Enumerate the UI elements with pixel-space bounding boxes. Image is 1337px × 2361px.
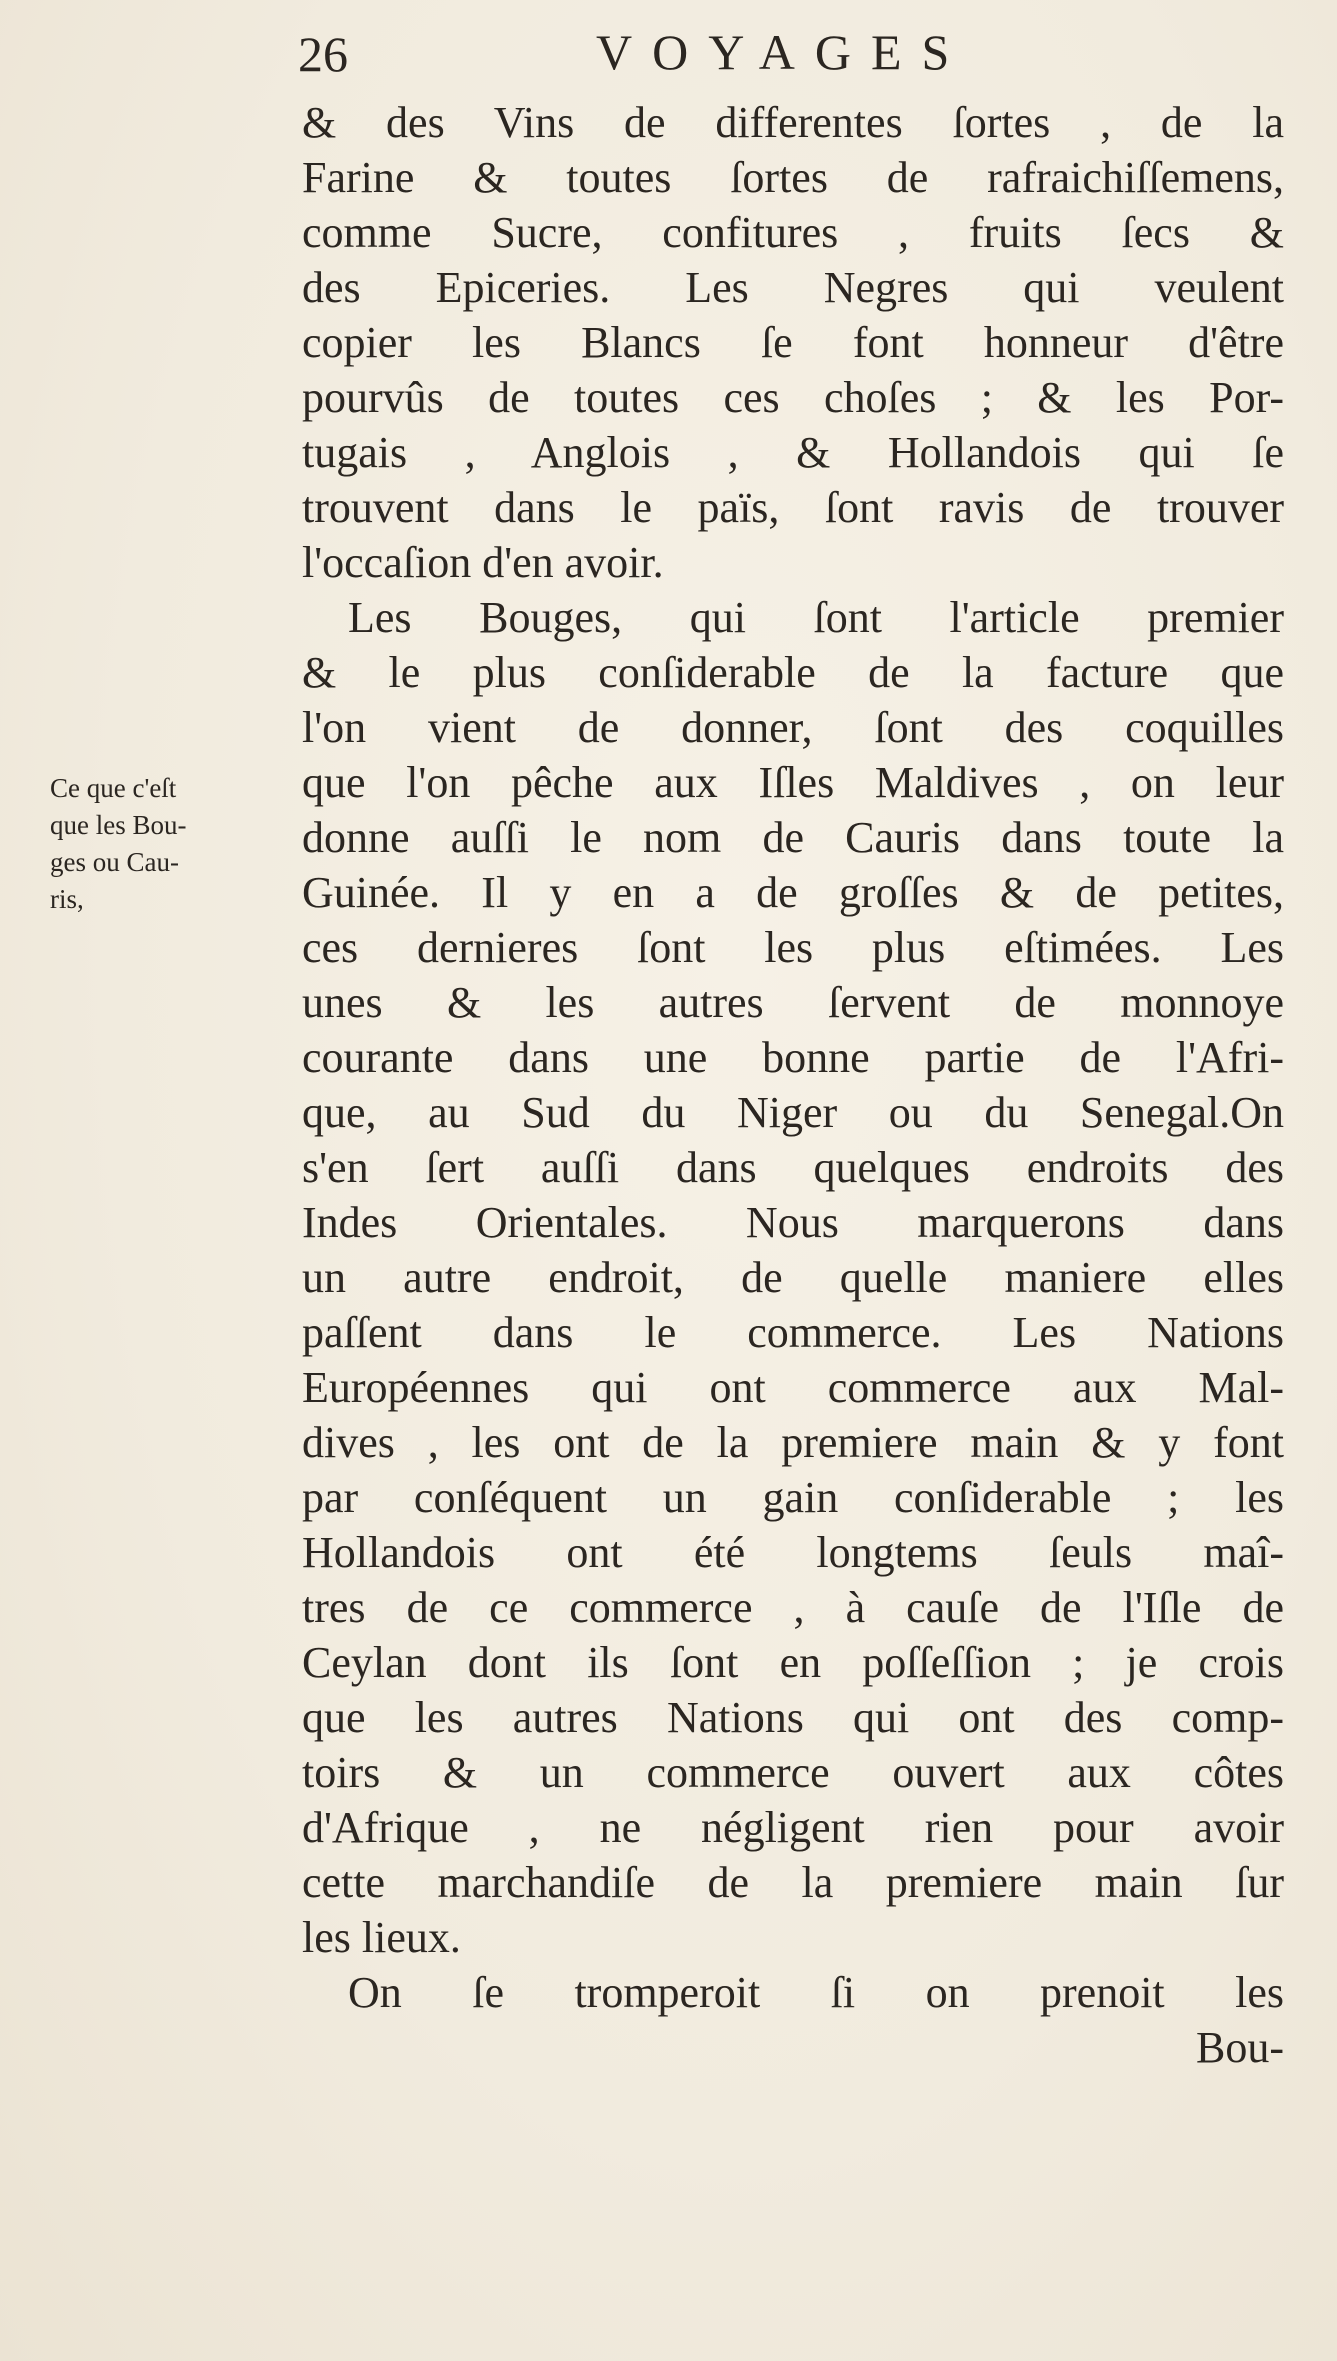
text-line: toirs & un commerce ouvert aux côtes: [302, 1748, 1284, 1797]
text-line: l'occaſion d'en avoir.: [302, 538, 664, 587]
text-line: trouvent dans le païs, ſont ravis de trouver: [302, 483, 1284, 532]
text-line: & des Vins de differentes ſortes , de la: [302, 98, 1284, 147]
text-line: Hollandois ont été longtems ſeuls maî-: [302, 1528, 1284, 1577]
text-line: Ceylan dont ils ſont en poſſeſſion ; je crois: [302, 1638, 1284, 1687]
text-line: cette marchandiſe de la premiere main ſur: [302, 1858, 1284, 1907]
text-line: que les autres Nations qui ont des comp-: [302, 1693, 1284, 1742]
text-line: tres de ce commerce , à cauſe de l'Iſle de: [302, 1583, 1284, 1632]
marginal-note-line: que les Bou-: [50, 810, 187, 840]
marginal-note-line: ges ou Cau-: [50, 847, 179, 877]
text-line: s'en ſert auſſi dans quelques endroits des: [302, 1143, 1284, 1192]
text-line: que, au Sud du Niger ou du Senegal.On: [302, 1088, 1284, 1137]
text-line: Les Bouges, qui ſont l'article premier: [348, 593, 1284, 642]
text-line: pourvûs de toutes ces choſes ; & les Por-: [302, 373, 1284, 422]
text-line: comme Sucre, confitures , fruits ſecs &: [302, 208, 1284, 257]
marginal-note-line: ris,: [50, 884, 84, 914]
text-line: par conſéquent un gain conſiderable ; les: [302, 1473, 1284, 1522]
catchword: Bou-: [1196, 2023, 1284, 2072]
text-line: Européennes qui ont commerce aux Mal-: [302, 1363, 1284, 1412]
text-line: que l'on pêche aux Iſles Maldives , on leur: [302, 758, 1284, 807]
marginal-note-line: Ce que c'eſt: [50, 773, 177, 803]
text-line: tugais , Anglois , & Hollandois qui ſe: [302, 428, 1284, 477]
text-line: dives , les ont de la premiere main & y font: [302, 1418, 1284, 1467]
body-text: [302, 95, 1284, 2075]
text-line: un autre endroit, de quelle maniere elles: [302, 1253, 1284, 1302]
text-line: Farine & toutes ſortes de rafraichiſſemens,: [302, 153, 1284, 202]
marginal-note: [50, 770, 290, 918]
text-line: d'Afrique , ne négligent rien pour avoir: [302, 1803, 1284, 1852]
text-line: Guinée. Il y en a de groſſes & de petites,: [302, 868, 1284, 917]
text-line: On ſe tromperoit ſi on prenoit les: [348, 1968, 1284, 2017]
running-title: VOYAGES: [596, 24, 970, 80]
text-line: Indes Orientales. Nous marquerons dans: [302, 1198, 1284, 1247]
text-line: & le plus conſiderable de la facture que: [302, 648, 1284, 697]
text-line: copier les Blancs ſe font honneur d'être: [302, 318, 1284, 367]
text-line: courante dans une bonne partie de l'Afri-: [302, 1033, 1284, 1082]
text-line: paſſent dans le commerce. Les Nations: [302, 1308, 1284, 1357]
text-line: unes & les autres ſervent de monnoye: [302, 978, 1284, 1027]
text-line: donne auſſi le nom de Cauris dans toute la: [302, 813, 1284, 862]
text-line: ces dernieres ſont les plus eſtimées. Les: [302, 923, 1284, 972]
page-number: 26: [298, 26, 348, 82]
text-line: l'on vient de donner, ſont des coquilles: [302, 703, 1284, 752]
text-line: les lieux.: [302, 1913, 461, 1962]
text-line: des Epiceries. Les Negres qui veulent: [302, 263, 1284, 312]
page-header: [0, 22, 1337, 82]
